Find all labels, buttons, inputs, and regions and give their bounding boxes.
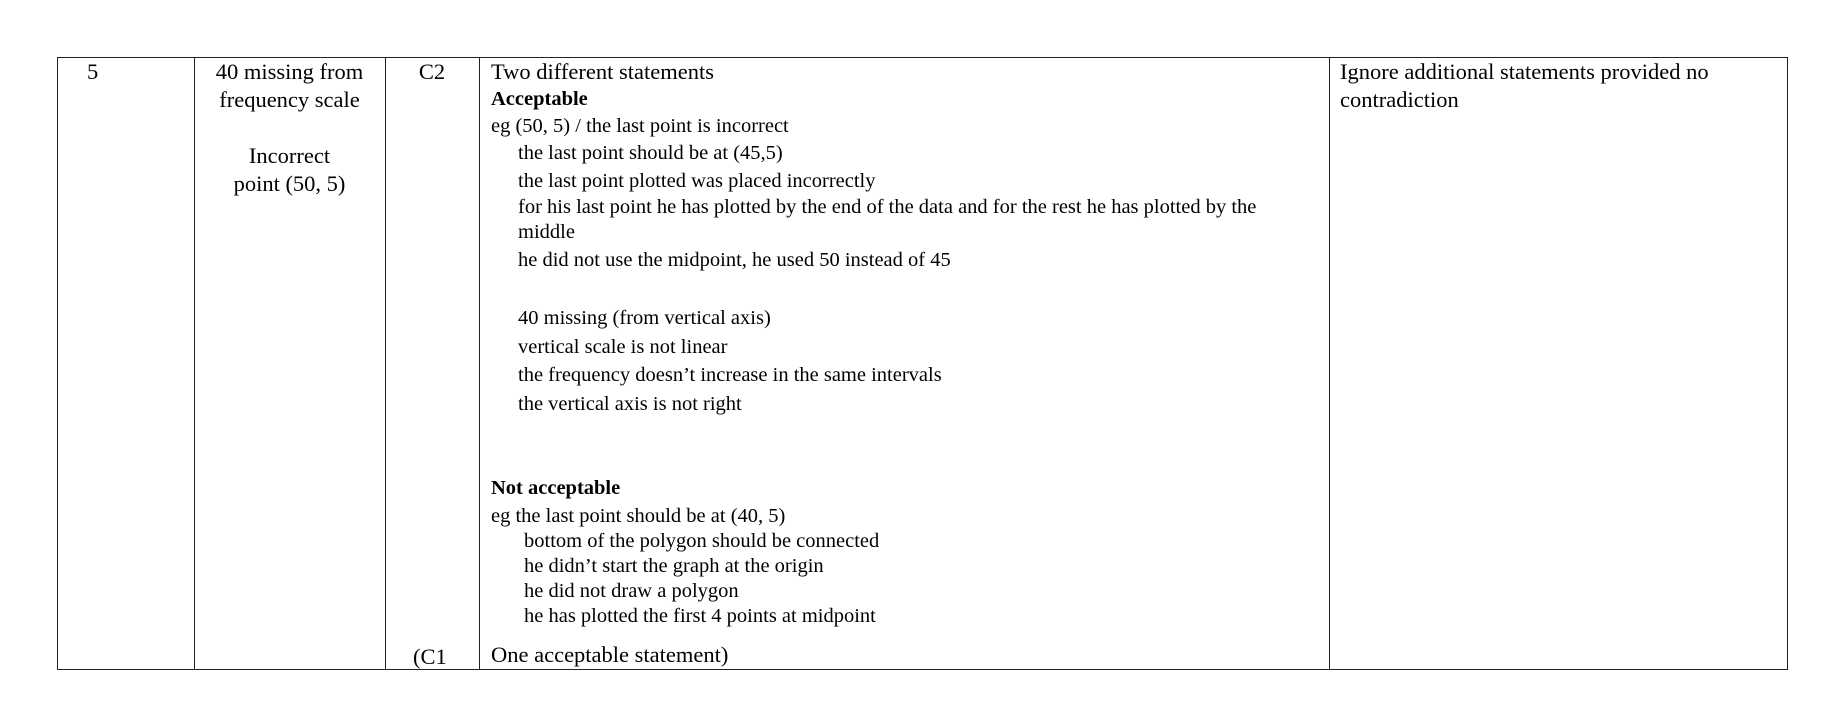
notes-line: contradiction: [1340, 87, 1459, 112]
not-acceptable-item: he did not draw a polygon: [524, 580, 739, 602]
answer-line: 40 missing from: [215, 59, 364, 84]
guidance-cell: [479, 58, 1329, 669]
acceptable-item: middle: [518, 221, 575, 243]
guidance-footer: One acceptable statement): [491, 642, 729, 667]
not-acceptable-label: Not acceptable: [491, 477, 621, 499]
not-acceptable-example: eg the last point should be at (40, 5): [491, 505, 786, 527]
not-acceptable-item: bottom of the polygon should be connected: [524, 530, 880, 552]
acceptable-item: the vertical axis is not right: [518, 393, 742, 415]
notes-cell: [1329, 58, 1787, 669]
mark-alt-value: (C1: [413, 644, 447, 669]
not-acceptable-item: he didn’t start the graph at the origin: [524, 555, 824, 577]
answer-line: point (50, 5): [233, 171, 346, 196]
answer-line: Incorrect: [248, 143, 331, 168]
acceptable-example: eg (50, 5) / the last point is incorrect: [491, 115, 789, 137]
acceptable-item: the last point plotted was placed incorrectly: [518, 170, 876, 192]
acceptable-item: vertical scale is not linear: [518, 336, 728, 358]
acceptable-item: the last point should be at (45,5): [518, 142, 783, 164]
mark-scheme-table: [57, 57, 1788, 670]
acceptable-item: 40 missing (from vertical axis): [518, 307, 771, 329]
guidance-heading: Two different statements: [491, 59, 714, 84]
mark-value: C2: [418, 59, 446, 84]
not-acceptable-item: he has plotted the first 4 points at midpoint: [524, 605, 876, 627]
acceptable-label: Acceptable: [491, 88, 588, 110]
question-number: 5: [87, 59, 99, 84]
acceptable-item: the frequency doesn’t increase in the same intervals: [518, 364, 942, 386]
answer-cell: [194, 58, 385, 669]
acceptable-item: for his last point he has plotted by the end of the data and for the rest he has plotted by the: [518, 196, 1257, 218]
mark-cell: [385, 58, 479, 669]
acceptable-item: he did not use the midpoint, he used 50 instead of 45: [518, 249, 951, 271]
notes-line: Ignore additional statements provided no: [1340, 59, 1709, 84]
answer-line: frequency scale: [219, 87, 360, 112]
